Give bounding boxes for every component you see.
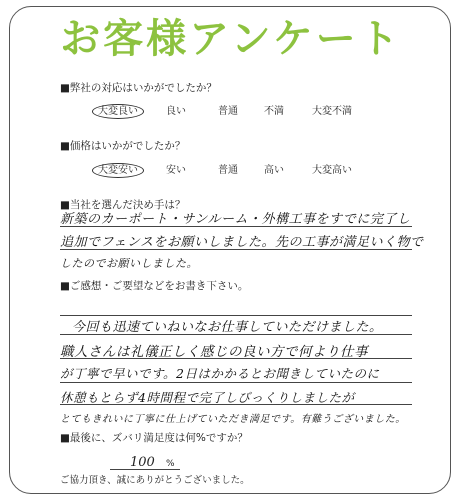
question-reason: ■当社を選んだ決め手は？ [60,199,186,211]
option-price-2[interactable]: 安い [166,165,186,176]
selected-option-circle: 大変良い [92,104,144,119]
reason-line-2: 追加でフェンスをお願いしました。先の工事が満足いく物で [60,235,424,250]
reason-line-3: したのでお願いしました。 [60,257,198,270]
option-service-5[interactable]: 大変不満 [312,106,352,117]
survey-title: お客様アンケート [60,16,402,62]
option-service-3[interactable]: 普通 [218,106,238,117]
answer-rule [60,404,412,405]
question-price: ■価格はいかがでしたか？ [60,140,186,152]
reason-line-1: 新築のカーポート・サンルーム・外構工事をすでに完了し [60,212,411,227]
answer-rule [60,382,412,383]
options-service [0,102,462,118]
answer-rule [60,334,412,335]
question-comments: ■ご感想・ご要望などをお書き下さい。 [60,280,249,292]
option-service-1[interactable] [98,102,138,117]
comment-line-3: が丁寧で早いです。2日はかかるとお聞きしていたのに [60,366,380,381]
satisfaction-rule [110,469,180,470]
selected-option-circle: 大変安い [92,163,144,178]
answer-rule [60,249,412,250]
options-price [0,161,462,177]
thanks-footer: ご協力頂き、誠にありがとうございました。 [60,475,250,486]
comment-line-2: 職人さんは礼儀正しく感じの良い方で何より仕事 [60,344,368,360]
comment-line-1: 今回も迅速ていねいなお仕事していただけました。 [72,320,383,335]
question-service: ■弊社の対応はいかがでしたか？ [60,82,217,94]
answer-rule [60,226,412,227]
option-price-1[interactable] [98,161,138,176]
option-price-4[interactable]: 高い [264,165,284,176]
satisfaction-value: 100 [130,455,155,470]
question-satisfaction: ■最後に、ズバリ満足度は何%ですか？ [60,432,248,444]
answer-rule [60,358,412,359]
option-price-3[interactable]: 普通 [218,165,238,176]
option-service-2[interactable]: 良い [166,106,186,117]
option-service-4[interactable]: 不満 [264,106,284,117]
comment-line-4: 休憩もとらず4時間程で完了しびっくりしましたが [60,390,355,405]
satisfaction-unit: % [166,459,175,469]
option-price-5[interactable]: 大変高い [312,165,352,176]
comment-line-5: とてもきれいに丁寧に仕上げていただき満足です。有難うございました。 [60,414,406,425]
